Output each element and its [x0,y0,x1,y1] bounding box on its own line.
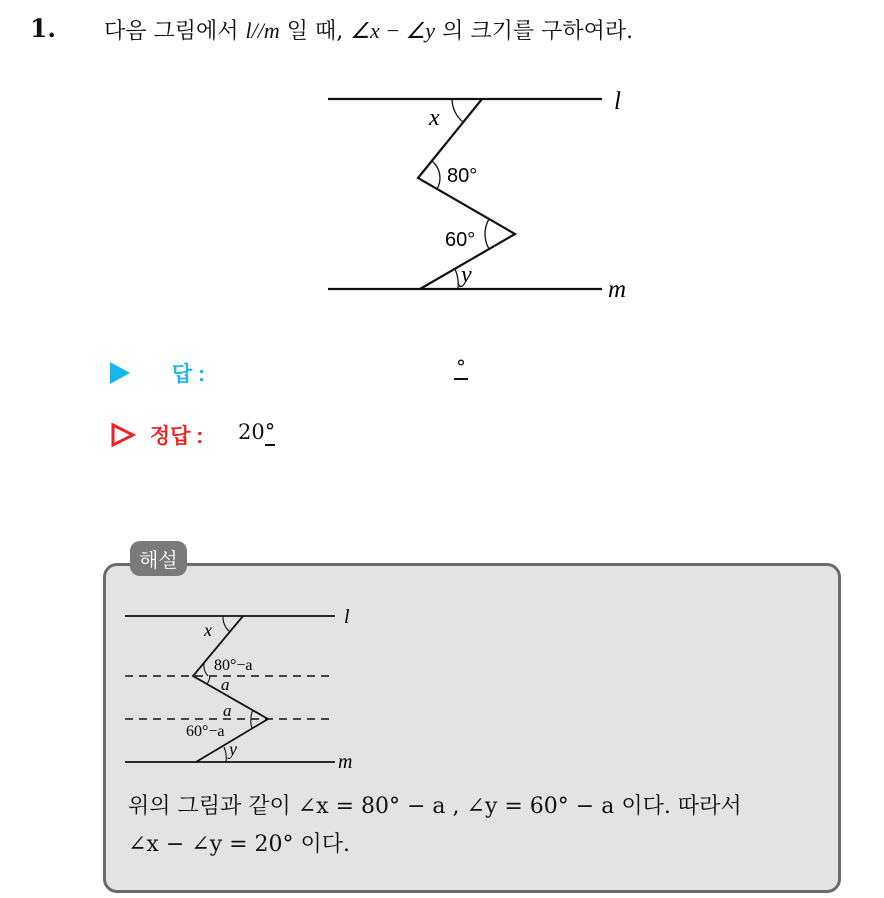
correct-row [110,420,203,450]
sol-label-a1: a [221,675,230,694]
answer-row [110,358,205,388]
main-figure [0,0,884,320]
sol-label-m: m [338,751,353,773]
answer-label: 답 : [171,363,205,386]
sol-arc-80 [204,663,208,676]
filled-triangle-icon [110,362,130,384]
sol-label-x: x [204,620,212,640]
arc-80 [432,161,440,189]
solution-line-2: ∠x − ∠y = 20° 이다. [128,832,351,857]
sol-arc-a1 [207,676,210,684]
solution-tag: 해설 [130,541,187,576]
sol-arc-a2 [251,710,253,719]
label-80: 80° [447,165,478,187]
sol-label-80: 80°−a [214,657,253,674]
label-60: 60° [445,229,476,251]
sol-label-a2: a [223,701,232,720]
arc-y [455,269,458,289]
label-x: x [429,105,440,131]
question-text-suffix: 의 크기를 구하여라. [442,19,634,44]
correct-value [238,420,275,444]
parallel-notation: l//m [245,18,280,43]
label-y: y [461,262,472,288]
sol-arc-60 [251,719,252,728]
label-l: l [614,88,621,115]
answer-blank[interactable] [454,356,468,380]
question-number: 1. [30,14,57,43]
correct-unit: ° [264,420,276,444]
sol-arc-y [224,747,226,762]
arc-60 [485,219,489,249]
answer-unit: ° [456,355,466,379]
sol-label-60: 60°−a [186,723,225,740]
correct-label: 정답 : [149,425,204,448]
solution-text [128,788,742,864]
sol-label-l: l [344,606,350,628]
solution-figure [0,590,884,780]
label-m: m [608,276,627,303]
sol-label-y: y [229,739,237,759]
arc-x [452,99,463,122]
question-text-prefix: 다음 그림에서 [104,19,239,44]
angle-expression: ∠x − ∠y [350,18,436,43]
solution-line-1: 위의 그림과 같이 ∠x = 80° − a , ∠y = 60° − a 이다. 따라서 [128,794,742,819]
outline-triangle-icon [110,422,136,448]
correct-number: 20 [238,420,265,444]
question-text-mid: 일 때, [286,19,344,44]
sol-arc-x [223,616,230,632]
